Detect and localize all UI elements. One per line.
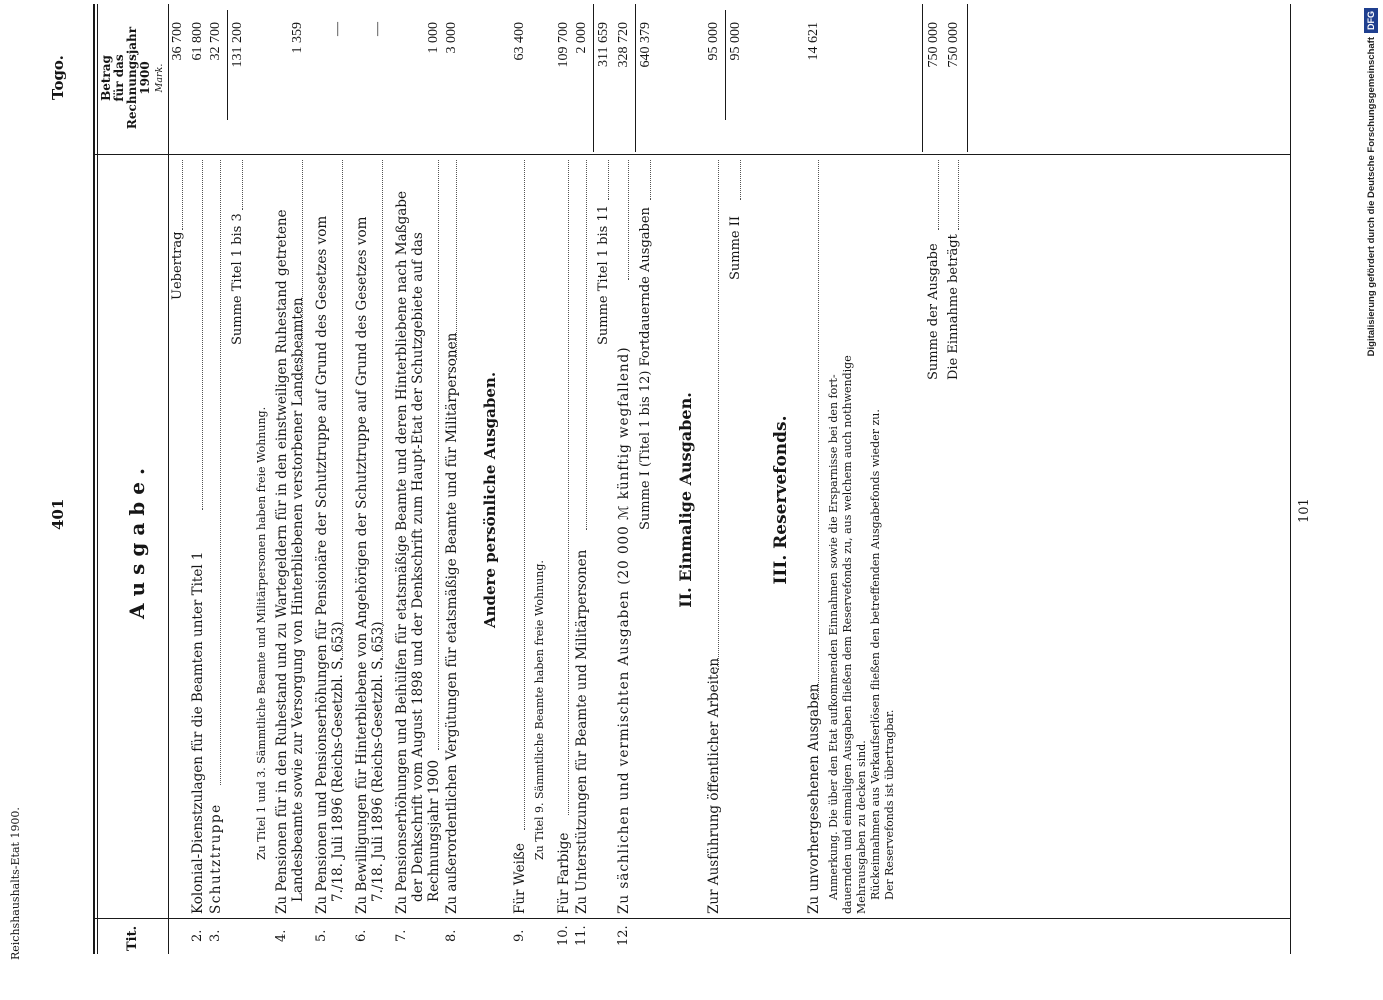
andere-heading: Andere persönliche Ausgaben.: [481, 371, 499, 629]
subtotal-rule: [725, 10, 726, 120]
title-10-amount: 109 700: [556, 22, 571, 68]
title-4-line1: Zu Pensionen für in den Ruhestand und zu Wartegeldern für in den einstweiligen Ruhestand getretene: [274, 209, 290, 914]
title-12-number: 12.: [616, 925, 631, 946]
leader-dots: [220, 160, 221, 785]
title-10-number: 10.: [556, 925, 571, 946]
leader-dots: [524, 160, 525, 830]
leader-dots: [938, 160, 939, 230]
leader-dots: [628, 160, 629, 280]
uebertrag-amount: 36 700: [170, 22, 185, 61]
column-rule-number: [95, 918, 1290, 919]
anmerkung-line3: Mehrausgaben zu decken sind.: [855, 740, 868, 914]
leader-dots: [958, 160, 959, 230]
einnahme-label: Die Einnahme beträgt: [946, 234, 961, 380]
column-title-number: Tit.: [125, 925, 140, 951]
title-4-number: 4.: [274, 929, 289, 942]
leader-dots: [818, 160, 819, 700]
iii-item-amount: 14 621: [806, 22, 821, 61]
title-6-number: 6.: [354, 929, 369, 942]
sum-I-amount: 640 379: [638, 22, 653, 68]
sum-1-3-amount: 131 200: [230, 22, 245, 68]
title-9-text: Für Weiße: [512, 843, 528, 914]
note-titles-1-3: Zu Titel 1 und 3. Sämmtliche Beamte und Militärpersonen haben freie Wohnung.: [255, 406, 268, 860]
sum-1-3-label: Summe Titel 1 bis 3: [230, 213, 245, 345]
sum-ausgabe-label: Summe der Ausgabe: [926, 243, 941, 380]
title-3-text: Schutztruppe: [208, 803, 224, 914]
title-9-number: 9.: [512, 929, 527, 942]
sum-II-label: Summe II: [728, 215, 743, 280]
leader-dots: [718, 160, 719, 670]
leader-dots: [568, 160, 569, 815]
title-5-line2: 7./18. Juli 1896 (Reichs-Gesetzbl. S. 653): [330, 621, 346, 902]
title-2-number: 2.: [190, 929, 205, 942]
title-8-amount: 3 000: [444, 22, 459, 54]
frame-top-rule: [93, 4, 95, 954]
leader-dots: [608, 160, 609, 200]
leader-dots: [586, 160, 587, 530]
title-3-amount: 32 700: [208, 22, 223, 61]
uebertrag-label: Uebertrag: [170, 231, 185, 300]
section-heading: Ausgabe.: [125, 461, 149, 619]
leader-dots: [438, 160, 439, 750]
title-8-text: Zu außerordentlichen Vergütungen für etatsmäßige Beamte und für Militärpersonen: [444, 332, 460, 914]
frame-top-rule-thin: [97, 4, 98, 954]
title-5-number: 5.: [314, 929, 329, 942]
amount-header-line3: Rechnungsjahr: [125, 26, 139, 130]
leader-dots: [456, 160, 457, 360]
ii-item-text: Zur Ausführung öffentlicher Arbeiten: [706, 657, 722, 914]
title-2-text: Kolonial-Dienstzulagen für die Beamten unter Titel 1: [190, 551, 206, 914]
title-12-amount: 328 720: [616, 22, 631, 68]
subtotal-rule: [227, 10, 228, 120]
header-separator: [168, 4, 169, 954]
title-6-line1: Zu Bewilligungen für Hinterbliebene von Angehörigen der Schutztruppe auf Grund des Gesetzes vom: [354, 216, 370, 914]
title-12-text: Zu sächlichen und vermischten Ausgaben (20 000 ℳ künftig wegfallend): [616, 346, 632, 914]
title-7-line1: Zu Pensionserhöhungen und Beihülfen für etatsmäßige Beamte und deren Hinterbliebene nach Maßgabe: [394, 191, 410, 914]
sum-1-11-label: Summe Titel 1 bis 11: [596, 204, 611, 345]
title-5-line1: Zu Pensionen und Pensionserhöhungen für Pensionäre der Schutztruppe auf Grund des Gesetzes vom: [314, 215, 330, 914]
subtotal-rule: [593, 4, 594, 152]
subtotal-rule: [922, 4, 923, 152]
sum-II-amount: 95 000: [728, 22, 743, 61]
leader-dots: [650, 160, 651, 200]
amount-header-line1: Betrag: [99, 55, 113, 101]
amount-header-line4: 1900: [138, 61, 152, 95]
einnahme-amount: 750 000: [946, 22, 961, 68]
dfg-watermark: [1363, 8, 1379, 992]
closing-rule: [967, 4, 968, 152]
title-2-amount: 61 800: [190, 22, 205, 61]
anmerkung-line5: Der Reservefonds ist übertragbar.: [883, 709, 896, 900]
frame-bottom-rule: [1290, 4, 1291, 954]
title-7-line2: der Denkschrift vom August 1898 und der Denkschrift zum Haupt-Etat der Schutzgebiete auf das: [410, 232, 426, 902]
page-number-bottom: 101: [1297, 498, 1312, 523]
amount-header-unit: Mark.: [154, 63, 165, 93]
column-rule-amount: [95, 154, 1290, 155]
title-10-text: Für Farbige: [556, 832, 572, 914]
title-5-amount: —: [330, 22, 345, 36]
title-6-amount: —: [370, 22, 385, 36]
title-4-amount: 1 359: [290, 22, 305, 54]
footer-left: Reichshaushalts-Etat 1900.: [9, 807, 22, 960]
subtotal-rule: [635, 4, 636, 152]
leader-dots: [242, 160, 243, 210]
sum-I-label: Summe I (Titel 1 bis 12) Fortdauernde Ausgaben: [638, 207, 653, 530]
title-11-amount: 2 000: [574, 22, 589, 54]
leader-dots: [342, 160, 343, 660]
title-9-amount: 63 400: [512, 22, 527, 61]
title-11-text: Zu Unterstützungen für Beamte und Militärpersonen: [574, 549, 590, 914]
title-7-amount: 1 000: [426, 22, 441, 54]
note-title-9: Zu Titel 9. Sämmtliche Beamte haben freie Wohnung.: [533, 560, 546, 860]
leader-dots: [202, 160, 203, 510]
iii-item-text: Zu unvorhergesehenen Ausgaben: [806, 683, 822, 914]
title-3-number: 3.: [208, 929, 223, 942]
ii-item-amount: 95 000: [706, 22, 721, 61]
leader-dots: [182, 160, 183, 230]
anmerkung-line2: dauernden und einmaligen Ausgaben fließen dem Reservefonds zu, aus welchem auch nothwendige: [841, 355, 854, 914]
title-4-line2: Landesbeamte sowie zur Versorgung von Hinterbliebenen verstorbener Landesbeamten: [290, 297, 306, 902]
dfg-watermark-text: Digitalisierung gefördert durch die Deutsche Forschungsgemeinschaft: [1365, 37, 1377, 357]
anmerkung-line4: Rückeinnahmen aus Verkaufserlösen fließen den betreffenden Ausgabefonds wieder zu.: [869, 409, 882, 900]
heading-III: III. Reservefonds.: [771, 415, 791, 585]
dfg-logo: DFG: [1364, 8, 1378, 33]
title-11-number: 11.: [574, 925, 589, 946]
leader-dots: [740, 160, 741, 200]
title-7-number: 7.: [394, 929, 409, 942]
sum-ausgabe-amount: 750 000: [926, 22, 941, 68]
sum-1-11-amount: 311 659: [596, 22, 611, 67]
title-8-number: 8.: [444, 929, 459, 942]
anmerkung-line1: Anmerkung. Die über den Etat aufkommenden Einnahmen sowie die Ersparnisse bei den fort-: [827, 374, 840, 900]
page-number-top: 401: [49, 498, 67, 530]
title-7-line3: Rechnungsjahr 1900: [426, 759, 442, 902]
amount-header-line2: für das: [112, 54, 126, 102]
leader-dots: [302, 160, 303, 380]
heading-II: II. Einmalige Ausgaben.: [676, 392, 695, 608]
title-6-line2: 7./18. Juli 1896 (Reichs-Gesetzbl. S. 653): [370, 621, 386, 902]
leader-dots: [382, 160, 383, 660]
running-head: Togo.: [49, 55, 67, 100]
